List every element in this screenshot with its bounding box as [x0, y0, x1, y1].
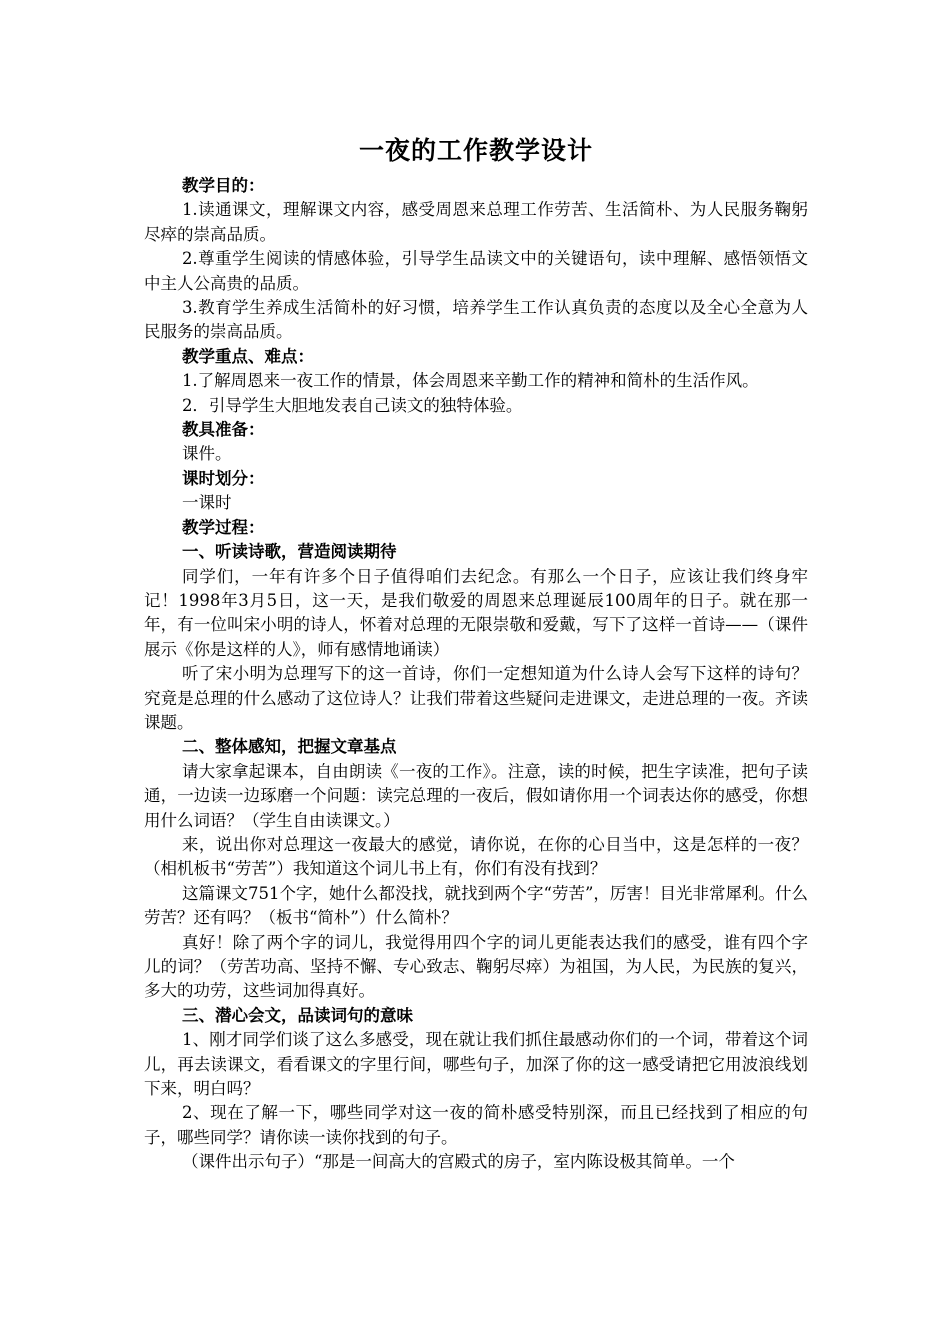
- paragraph: 1、刚才同学们谈了这么多感受，现在就让我们抓住最感动你们的一个词，带着这个词儿，再去读课文，看看课文的字里行间，哪些句子，加深了你的这一感受请把它用波浪线划下来，明白吗？: [144, 1030, 808, 1099]
- paragraph: 请大家拿起课本，自由朗读《一夜的工作》。注意，读的时候，把生字读准，把句子读通，一边读一边琢磨一个问题：读完总理的一夜后，假如请你用一个词表达你的感受，你想用什么词语？（学生自由读课文。）: [144, 761, 808, 830]
- section-heading: 教学目的：: [181, 176, 265, 195]
- paragraph: 3.教育学生养成生活简朴的好习惯，培养学生工作认真负责的态度以及全心全意为人民服务的崇高品质。: [144, 298, 808, 342]
- paragraph: 同学们，一年有许多个日子值得咱们去纪念。有那么一个日子，应该让我们终身牢记！1998年3月5日，这一天，是我们敬爱的周恩来总理诞辰100周年的日子。就在那一年，有一位叫宋小明的诗人，怀着对总理的无限崇敬和爱戴，写下了这样一首诗——（课件展示《你是这样的人》，师有感情地诵读）: [144, 566, 808, 659]
- paragraph: 2.尊重学生阅读的情感体验，引导学生品读文中的关键语句，读中理解、感悟领悟文中主人公高贵的品质。: [144, 249, 808, 293]
- paragraph: 1.读通课文，理解课文内容，感受周恩来总理工作劳苦、生活简朴、为人民服务鞠躬尽瘁的崇高品质。: [144, 200, 808, 244]
- section-heading: 三、潜心会文，品读词句的意味: [181, 1005, 413, 1025]
- section-heading: 教学过程：: [181, 517, 265, 537]
- section-heading: 一、听读诗歌，营造阅读期待: [181, 542, 397, 562]
- paragraph: 课件。: [181, 444, 232, 464]
- paragraph: 真好！除了两个字的词儿，我觉得用四个字的词儿更能表达我们的感受，谁有四个字儿的词？（劳苦功高、坚持不懈、专心致志、鞠躬尽瘁）为祖国，为人民，为民族的复兴，多大的功劳，这些词加得真好。: [144, 932, 808, 1001]
- document-title: 一夜的工作教学设计: [358, 136, 593, 165]
- paragraph: 一课时: [181, 493, 232, 513]
- paragraph: 来，说出你对总理这一夜最大的感觉，请你说，在你的心目当中，这是怎样的一夜？（相机板书“劳苦”）我知道这个词儿书上有，你们有没有找到？: [144, 834, 808, 879]
- paragraph: 这篇课文751个字，她什么都没找，就找到两个字“劳苦”，厉害！目光非常犀利。什么劳苦？还有吗？（板书“简朴”）什么简朴？: [144, 883, 808, 928]
- section-heading: 二、整体感知，把握文章基点: [181, 737, 397, 757]
- paragraph: 2．引导学生大胆地发表自己读文的独特体验。: [181, 395, 523, 415]
- paragraph: （课件出示句子）“那是一间高大的宫殿式的房子，室内陈设极其简单。一个: [181, 1152, 735, 1172]
- document-body: [144, 132, 808, 1175]
- paragraph: 1.了解周恩来一夜工作的情景，体会周恩来辛勤工作的精神和简朴的生活作风。: [181, 371, 759, 391]
- section-heading: 教具准备：: [181, 420, 265, 440]
- section-heading: 课时划分：: [181, 468, 265, 488]
- paragraph: 听了宋小明为总理写下的这一首诗，你们一定想知道为什么诗人会写下这样的诗句？究竟是总理的什么感动了这位诗人？让我们带着这些疑问走进课文，走进总理的一夜。齐读课题。: [144, 664, 808, 732]
- paragraph: 2、现在了解一下，哪些同学对这一夜的简朴感受特别深，而且已经找到了相应的句子，哪些同学？请你读一读你找到的句子。: [144, 1103, 808, 1147]
- section-heading: 教学重点、难点：: [181, 346, 314, 366]
